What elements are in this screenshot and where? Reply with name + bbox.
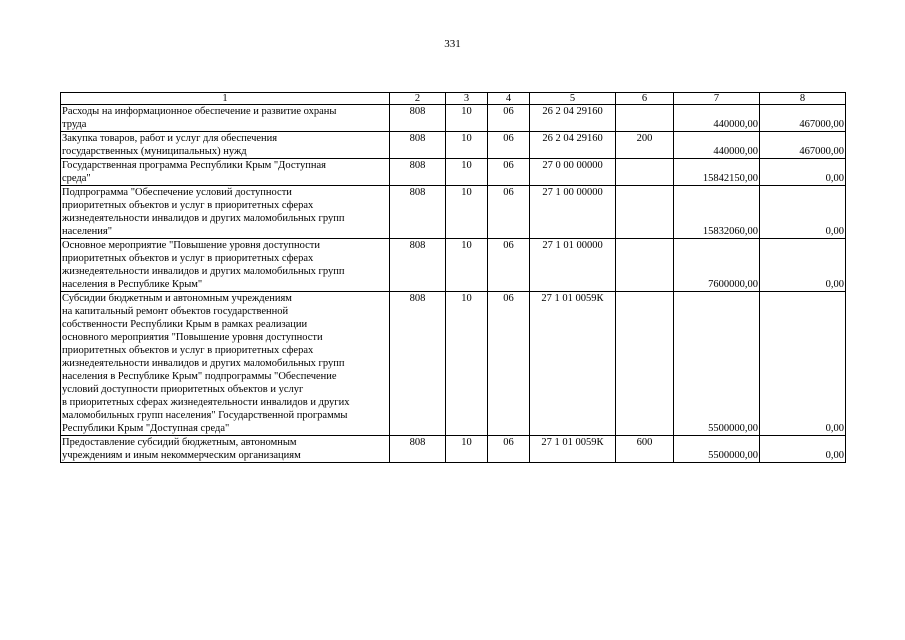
section-code-cell: 10 xyxy=(446,436,488,463)
section-code-cell: 10 xyxy=(446,239,488,292)
expense-type-cell xyxy=(616,105,674,132)
header-cell-1: 1 xyxy=(61,93,390,105)
row-name-cell: Субсидии бюджетным и автономным учреждениям на капитальный ремонт объектов государственной собственности Республики Крым в рамках реализации основного мероприятия "Повышение уровня доступности приоритетных объектов и услуг в приоритетных сферах жизнедеятельности инвалидов и других маломобильных групп населения в Республике Крым" подпрограммы "Обеспечение условий доступности приоритетных объектов и услуг в приоритетных сферах жизнедеятельности инвалидов и других маломобильных групп населения" Государственной программы Республики Крым "Доступная среда" xyxy=(61,292,390,436)
expense-type-cell xyxy=(616,239,674,292)
row-name-cell: Закупка товаров, работ и услуг для обеспечения государственных (муниципальных) нужд xyxy=(61,132,390,159)
page-number: 331 xyxy=(444,38,461,50)
row-name-cell: Предоставление субсидий бюджетным, автономным учреждениям и иным некоммерческим организациям xyxy=(61,436,390,463)
row-name-cell: Подпрограмма "Обеспечение условий доступности приоритетных объектов и услуг в приоритетных сферах жизнедеятельности инвалидов и других маломобильных групп населения" xyxy=(61,186,390,239)
amount-col8-cell: 0,00 xyxy=(760,436,846,463)
header-cell-8: 8 xyxy=(760,93,846,105)
target-article-cell: 27 1 01 00000 xyxy=(530,239,616,292)
subsection-code-cell: 06 xyxy=(488,186,530,239)
header-cell-5: 5 xyxy=(530,93,616,105)
ministry-code-cell: 808 xyxy=(390,105,446,132)
ministry-code-cell: 808 xyxy=(390,436,446,463)
subsection-code-cell: 06 xyxy=(488,239,530,292)
target-article-cell: 26 2 04 29160 xyxy=(530,105,616,132)
ministry-code-cell: 808 xyxy=(390,292,446,436)
section-code-cell: 10 xyxy=(446,132,488,159)
section-code-cell: 10 xyxy=(446,186,488,239)
amount-col7-cell: 440000,00 xyxy=(674,132,760,159)
table-row xyxy=(61,186,846,239)
subsection-code-cell: 06 xyxy=(488,132,530,159)
ministry-code-cell: 808 xyxy=(390,132,446,159)
ministry-code-cell: 808 xyxy=(390,239,446,292)
target-article-cell: 27 1 00 00000 xyxy=(530,186,616,239)
target-article-cell: 26 2 04 29160 xyxy=(530,132,616,159)
header-cell-4: 4 xyxy=(488,93,530,105)
amount-col8-cell: 0,00 xyxy=(760,159,846,186)
budget-table xyxy=(60,92,846,463)
expense-type-cell: 200 xyxy=(616,132,674,159)
amount-col8-cell: 467000,00 xyxy=(760,105,846,132)
table-row xyxy=(61,436,846,463)
header-cell-7: 7 xyxy=(674,93,760,105)
amount-col7-cell: 440000,00 xyxy=(674,105,760,132)
amount-col8-cell: 0,00 xyxy=(760,239,846,292)
table-row xyxy=(61,239,846,292)
header-cell-6: 6 xyxy=(616,93,674,105)
table-row xyxy=(61,159,846,186)
target-article-cell: 27 0 00 00000 xyxy=(530,159,616,186)
amount-col8-cell: 467000,00 xyxy=(760,132,846,159)
subsection-code-cell: 06 xyxy=(488,436,530,463)
ministry-code-cell: 808 xyxy=(390,159,446,186)
amount-col7-cell: 5500000,00 xyxy=(674,436,760,463)
row-name-cell: Основное мероприятие "Повышение уровня доступности приоритетных объектов и услуг в приоритетных сферах жизнедеятельности инвалидов и других маломобильных групп населения в Республике Крым" xyxy=(61,239,390,292)
row-name-cell: Государственная программа Республики Крым "Доступная среда" xyxy=(61,159,390,186)
target-article-cell: 27 1 01 0059К xyxy=(530,436,616,463)
amount-col8-cell: 0,00 xyxy=(760,186,846,239)
section-code-cell: 10 xyxy=(446,105,488,132)
section-code-cell: 10 xyxy=(446,292,488,436)
expense-type-cell xyxy=(616,292,674,436)
expense-type-cell xyxy=(616,159,674,186)
subsection-code-cell: 06 xyxy=(488,292,530,436)
amount-col7-cell: 15832060,00 xyxy=(674,186,760,239)
expense-type-cell: 600 xyxy=(616,436,674,463)
row-name-cell: Расходы на информационное обеспечение и развитие охраны труда xyxy=(61,105,390,132)
amount-col8-cell: 0,00 xyxy=(760,292,846,436)
header-cell-3: 3 xyxy=(446,93,488,105)
amount-col7-cell: 7600000,00 xyxy=(674,239,760,292)
section-code-cell: 10 xyxy=(446,159,488,186)
table-row xyxy=(61,105,846,132)
target-article-cell: 27 1 01 0059К xyxy=(530,292,616,436)
amount-col7-cell: 15842150,00 xyxy=(674,159,760,186)
subsection-code-cell: 06 xyxy=(488,159,530,186)
amount-col7-cell: 5500000,00 xyxy=(674,292,760,436)
header-row xyxy=(61,93,846,105)
subsection-code-cell: 06 xyxy=(488,105,530,132)
table-row xyxy=(61,292,846,436)
ministry-code-cell: 808 xyxy=(390,186,446,239)
expense-type-cell xyxy=(616,186,674,239)
header-cell-2: 2 xyxy=(390,93,446,105)
table-row xyxy=(61,132,846,159)
